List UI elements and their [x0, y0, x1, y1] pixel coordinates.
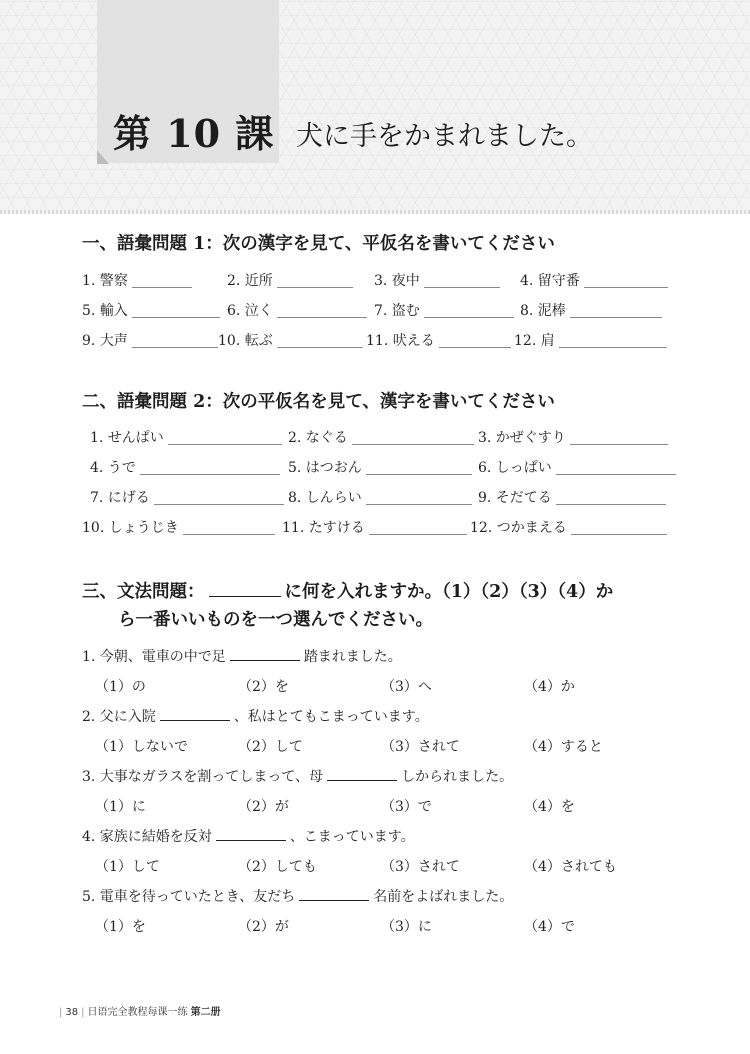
answer-line[interactable] [140, 473, 280, 475]
item-label: 8. しんらい [288, 490, 362, 506]
answer-blank[interactable] [216, 828, 286, 841]
item-label: 1. せんぱい [90, 430, 164, 446]
question-1 [82, 646, 402, 666]
s2-item-2 [288, 427, 474, 447]
question-text: 名前をよばれました。 [373, 889, 514, 905]
s2-item-12 [470, 517, 667, 537]
section3-title [82, 578, 613, 603]
answer-line[interactable] [366, 473, 472, 475]
answer-line[interactable] [132, 316, 220, 318]
s2-item-8 [288, 487, 472, 507]
s2-item-3 [478, 427, 668, 447]
s1-item-11 [366, 330, 511, 350]
s1-item-4 [520, 270, 668, 290]
item-label: 11. 吠える [366, 333, 435, 349]
s1-item-12 [514, 330, 667, 350]
lesson-number: 第 10 課 [113, 111, 275, 156]
footer-divider: | [81, 1007, 85, 1018]
q1-option-3[interactable]: （3）へ [381, 679, 432, 695]
question-text: 1. 今朝、電車の中で足 [82, 649, 226, 665]
question-text: 2. 父に入院 [82, 709, 156, 725]
s2-item-1 [90, 427, 282, 447]
answer-line[interactable] [352, 443, 474, 445]
book-volume: 第二册 [190, 1007, 221, 1018]
item-label: 11. たすける [282, 520, 365, 536]
q4-option-1[interactable]: （1）して [95, 859, 160, 875]
question-3 [82, 766, 513, 786]
q4-option-2[interactable]: （2）しても [238, 859, 317, 875]
s1-item-6 [227, 300, 367, 320]
answer-line[interactable] [424, 286, 500, 288]
s2-item-10 [82, 517, 275, 537]
q2-option-2[interactable]: （2）して [238, 739, 303, 755]
answer-line[interactable] [571, 533, 667, 535]
answer-line[interactable] [424, 316, 514, 318]
section1-title: 一、語彙問題 1：次の漢字を見て、平仮名を書いてください [82, 234, 555, 254]
item-label: 1. 警察 [82, 273, 128, 289]
question-4 [82, 826, 415, 846]
answer-line[interactable] [556, 503, 666, 505]
answer-line[interactable] [556, 473, 676, 475]
footer-divider: | [59, 1007, 63, 1018]
answer-line[interactable] [559, 346, 667, 348]
s1-item-10 [218, 330, 363, 350]
item-label: 5. はつおん [288, 460, 362, 476]
question-text: 5. 電車を待っていたとき、友だち [82, 889, 296, 905]
question-5 [82, 886, 513, 906]
item-label: 10. 転ぶ [218, 333, 273, 349]
item-label: 6. 泣く [227, 303, 273, 319]
q2-option-3[interactable]: （3）されて [381, 739, 460, 755]
q1-option-2[interactable]: （2）を [238, 679, 289, 695]
item-label: 6. しっぱい [478, 460, 552, 476]
item-label: 7. 盗む [374, 303, 420, 319]
answer-blank[interactable] [160, 708, 230, 721]
item-label: 4. うで [90, 460, 136, 476]
answer-line[interactable] [277, 316, 367, 318]
q3-option-2[interactable]: （2）が [238, 799, 289, 815]
lesson-title: 犬に手をかまれました。 [296, 121, 593, 152]
q2-option-4[interactable]: （4）すると [524, 739, 603, 755]
section3-title-rest: に何を入れますか。（1）（2）（3）（4）か [284, 582, 614, 602]
question-text: 踏まれました。 [303, 649, 402, 665]
question-text: 3. 大事なガラスを割ってしまって、母 [82, 769, 324, 785]
q5-option-4[interactable]: （4）で [524, 919, 575, 935]
answer-line[interactable] [570, 443, 668, 445]
item-label: 5. 輸入 [82, 303, 128, 319]
s1-item-2 [227, 270, 353, 290]
item-label: 9. そだてる [478, 490, 552, 506]
answer-line[interactable] [132, 346, 218, 348]
question-text: 4. 家族に結婚を反対 [82, 829, 212, 845]
item-label: 10. しょうじき [82, 520, 179, 536]
q3-option-4[interactable]: （4）を [524, 799, 575, 815]
s1-item-8 [520, 300, 662, 320]
q5-option-1[interactable]: （1）を [95, 919, 146, 935]
question-2 [82, 706, 429, 726]
item-label: 12. つかまえる [470, 520, 567, 536]
s1-item-7 [374, 300, 514, 320]
q5-option-2[interactable]: （2）が [238, 919, 289, 935]
book-title: 日语完全教程每课一练 [87, 1007, 188, 1018]
answer-line[interactable] [366, 503, 472, 505]
answer-line[interactable] [154, 503, 284, 505]
s1-item-1 [82, 270, 192, 290]
answer-line[interactable] [277, 346, 363, 348]
q1-option-4[interactable]: （4）か [524, 679, 575, 695]
q2-option-1[interactable]: （1）しないで [95, 739, 188, 755]
section3-title-lead: 三、文法問題： [82, 582, 205, 602]
question-text: 、私はとてもこまっています。 [233, 709, 429, 725]
answer-line[interactable] [277, 286, 353, 288]
section2-title: 二、語彙問題 2：次の平仮名を見て、漢字を書いてください [82, 392, 555, 412]
s1-item-3 [374, 270, 500, 290]
answer-line[interactable] [369, 533, 467, 535]
item-label: 3. かぜぐすり [478, 430, 566, 446]
s1-item-9 [82, 330, 218, 350]
item-label: 7. にげる [90, 490, 150, 506]
q4-option-3[interactable]: （3）されて [381, 859, 460, 875]
answer-line[interactable] [132, 286, 192, 288]
section3-title-line2: ら一番いいものを一つ選んでください。 [118, 610, 433, 630]
q4-option-4[interactable]: （4）されても [524, 859, 617, 875]
question-text: 、こまっています。 [289, 829, 415, 845]
header-divider [0, 210, 750, 214]
item-label: 3. 夜中 [374, 273, 420, 289]
page-number: 38 [65, 1007, 79, 1018]
s2-item-7 [90, 487, 284, 507]
q3-option-1[interactable]: （1）に [95, 799, 146, 815]
answer-line[interactable] [439, 346, 511, 348]
item-label: 9. 大声 [82, 333, 128, 349]
answer-line[interactable] [168, 443, 282, 445]
answer-line[interactable] [570, 316, 662, 318]
s2-item-5 [288, 457, 472, 477]
s1-item-5 [82, 300, 220, 320]
item-label: 12. 肩 [514, 333, 555, 349]
item-label: 4. 留守番 [520, 273, 580, 289]
title-blank [209, 582, 281, 597]
item-label: 2. なぐる [288, 430, 348, 446]
s2-item-11 [282, 517, 467, 537]
answer-line[interactable] [183, 533, 275, 535]
q1-option-1[interactable]: （1）の [95, 679, 146, 695]
answer-line[interactable] [584, 286, 668, 288]
item-label: 2. 近所 [227, 273, 273, 289]
question-text: しかられました。 [401, 769, 514, 785]
s2-item-4 [90, 457, 280, 477]
s2-item-6 [478, 457, 676, 477]
page-footer [56, 1003, 221, 1018]
answer-blank[interactable] [299, 888, 369, 901]
answer-blank[interactable] [327, 768, 397, 781]
q3-option-3[interactable]: （3）で [381, 799, 432, 815]
q5-option-3[interactable]: （3）に [381, 919, 432, 935]
item-label: 8. 泥棒 [520, 303, 566, 319]
answer-blank[interactable] [230, 648, 300, 661]
s2-item-9 [478, 487, 666, 507]
